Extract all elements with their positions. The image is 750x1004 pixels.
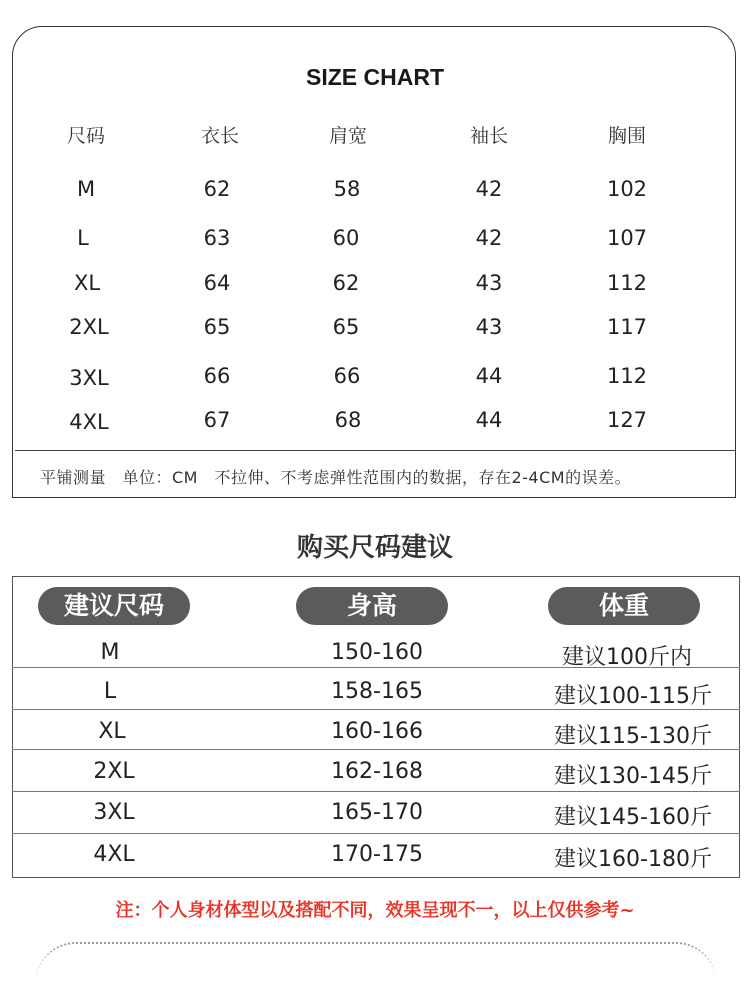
size-cell: 2XL	[69, 315, 109, 339]
shoulder-cell: 66	[333, 364, 361, 388]
length-cell: 65	[203, 315, 231, 339]
length-cell: 66	[203, 364, 231, 388]
rec-weight-cell: 建议160-180斤	[554, 847, 712, 872]
size-chart-divider	[15, 450, 735, 451]
rec-height-cell: 165-170	[331, 800, 423, 825]
recommendation-title: 购买尺码建议	[296, 533, 453, 563]
dotted-frame-decoration	[36, 942, 716, 1004]
size-cell: M	[76, 177, 96, 201]
shoulder-cell: 58	[333, 177, 361, 201]
header-shoulder: 肩宽	[328, 125, 368, 147]
sleeve-cell: 43	[475, 315, 503, 339]
rec-height-cell: 170-175	[331, 842, 423, 867]
rec-size-cell: 4XL	[93, 842, 135, 867]
pill-size-header: 建议尺码	[38, 587, 190, 625]
size-cell: L	[77, 226, 89, 250]
length-cell: 62	[203, 177, 231, 201]
header-length: 衣长	[200, 125, 240, 147]
chest-cell: 127	[606, 408, 648, 432]
sleeve-cell: 44	[475, 364, 503, 388]
rec-size-cell: 3XL	[93, 800, 135, 825]
rec-weight-cell: 建议115-130斤	[554, 724, 712, 749]
rec-height-cell: 158-165	[331, 679, 423, 704]
size-cell: XL	[73, 271, 101, 295]
rec-height-cell: 160-166	[331, 719, 423, 744]
rec-size-cell: XL	[98, 719, 126, 744]
length-cell: 64	[203, 271, 231, 295]
row-divider	[12, 833, 740, 834]
rec-weight-cell: 建议100-115斤	[554, 684, 712, 709]
header-sleeve: 袖长	[469, 125, 509, 147]
shoulder-cell: 62	[332, 271, 360, 295]
rec-weight-cell: 建议130-145斤	[554, 764, 712, 789]
shoulder-cell: 60	[332, 226, 360, 250]
chest-cell: 112	[606, 271, 648, 295]
chest-cell: 107	[606, 226, 648, 250]
rec-height-cell: 162-168	[331, 759, 423, 784]
sleeve-cell: 44	[475, 408, 503, 432]
size-chart-title: SIZE CHART	[306, 64, 444, 90]
size-cell: 4XL	[69, 410, 109, 434]
rec-height-cell: 150-160	[331, 640, 423, 665]
chest-cell: 117	[606, 315, 648, 339]
rec-size-cell: 2XL	[93, 759, 135, 784]
row-divider	[12, 791, 740, 792]
header-chest: 胸围	[607, 125, 647, 147]
measurement-note: 平铺测量 单位：CM 不拉伸、不考虑弹性范围内的数据，存在2-4CM的误差。	[40, 468, 632, 487]
chest-cell: 112	[606, 364, 648, 388]
disclaimer-footnote: 注：个人身材体型以及搭配不同，效果呈现不一，以上仅供参考~	[115, 900, 635, 921]
size-cell: 3XL	[69, 366, 109, 390]
rec-weight-cell: 建议100斤内	[562, 645, 692, 670]
header-size: 尺码	[66, 125, 106, 147]
rec-size-cell: M	[100, 640, 120, 665]
length-cell: 67	[203, 408, 231, 432]
shoulder-cell: 65	[332, 315, 360, 339]
shoulder-cell: 68	[334, 408, 362, 432]
chest-cell: 102	[606, 177, 648, 201]
sleeve-cell: 43	[475, 271, 503, 295]
pill-weight-header: 体重	[548, 587, 700, 625]
rec-weight-cell: 建议145-160斤	[554, 805, 712, 830]
rec-size-cell: L	[103, 679, 117, 704]
sleeve-cell: 42	[475, 177, 503, 201]
sleeve-cell: 42	[475, 226, 503, 250]
pill-height-header: 身高	[296, 587, 448, 625]
length-cell: 63	[203, 226, 231, 250]
